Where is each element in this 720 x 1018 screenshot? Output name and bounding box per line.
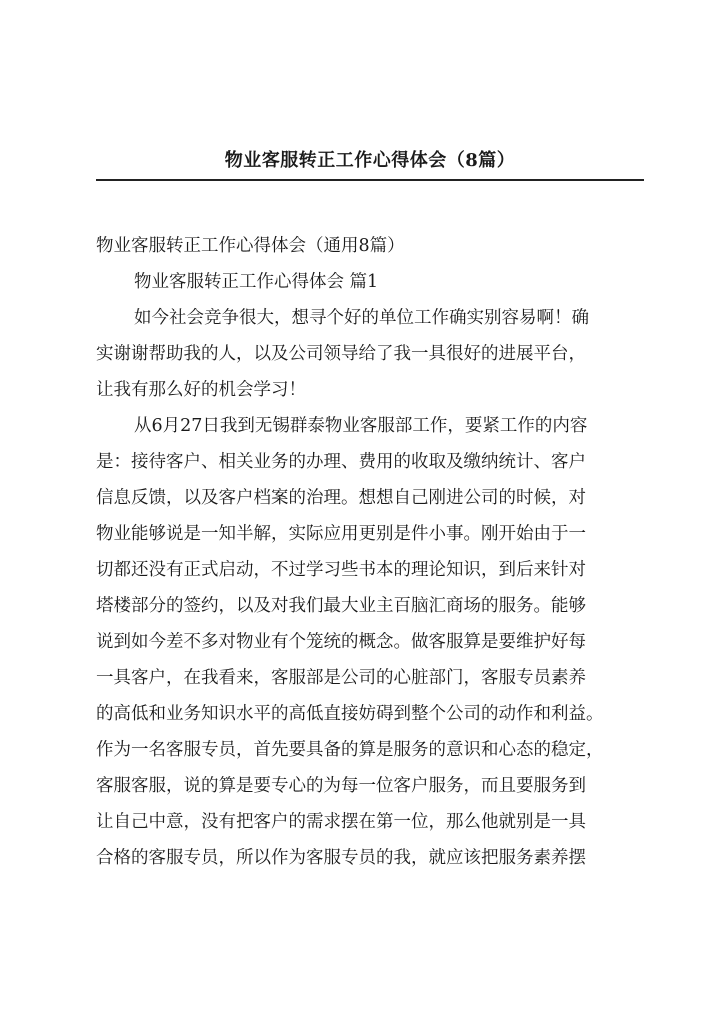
paragraph-line: 让我有那么好的机会学习！ [96, 380, 306, 400]
paragraph-line: 客服客服，说的算是要专心的为每一位客户服务，而且要服务到 [96, 776, 586, 796]
paragraph-line: 塔楼部分的签约，以及对我们最大业主百脑汇商场的服务。能够 [96, 596, 586, 616]
paragraph-line: 信息反馈，以及客户档案的治理。想想自己刚进公司的时候，对 [96, 488, 586, 508]
subtitle-line: 物业客服转正工作心得体会（通用8篇） [96, 236, 405, 256]
paragraph-line: 作为一名客服专员，首先要具备的算是服务的意识和心态的稳定， [96, 740, 604, 760]
paragraph-line: 物业能够说是一知半解，实际应用更别是件小事。刚开始由于一 [96, 524, 586, 544]
paragraph-line: 的高低和业务知识水平的高低直接妨碍到整个公司的动作和利益。 [96, 704, 604, 724]
title-divider [96, 179, 644, 181]
paragraph-line: 切都还没有正式启动，不过学习些书本的理论知识，到后来针对 [96, 560, 586, 580]
paragraph-line: 让自己中意，没有把客户的需求摆在第一位，那么他就别是一具 [96, 812, 586, 832]
document-body [96, 228, 644, 876]
paragraph-line: 是：接待客户、相关业务的办理、费用的收取及缴纳统计、客户 [96, 452, 586, 472]
paragraph-line: 实谢谢帮助我的人，以及公司领导给了我一具很好的进展平台， [96, 344, 586, 364]
paragraph-line: 合格的客服专员，所以作为客服专员的我，就应该把服务素养摆 [96, 848, 586, 868]
paragraph-line: 一具客户，在我看来，客服部是公司的心脏部门，客服专员素养 [96, 668, 586, 688]
document-title: 物业客服转正工作心得体会（8篇） [224, 150, 516, 171]
paragraph-line: 如今社会竞争很大，想寻个好的单位工作确实别容易啊！确 [134, 308, 589, 328]
paragraph-line: 说到如今差不多对物业有个笼统的概念。做客服算是要维护好每 [96, 632, 586, 652]
paragraph-line: 从6月27日我到无锡群泰物业客服部工作，要紧工作的内容 [134, 416, 588, 436]
section-heading: 物业客服转正工作心得体会 篇1 [134, 272, 379, 292]
